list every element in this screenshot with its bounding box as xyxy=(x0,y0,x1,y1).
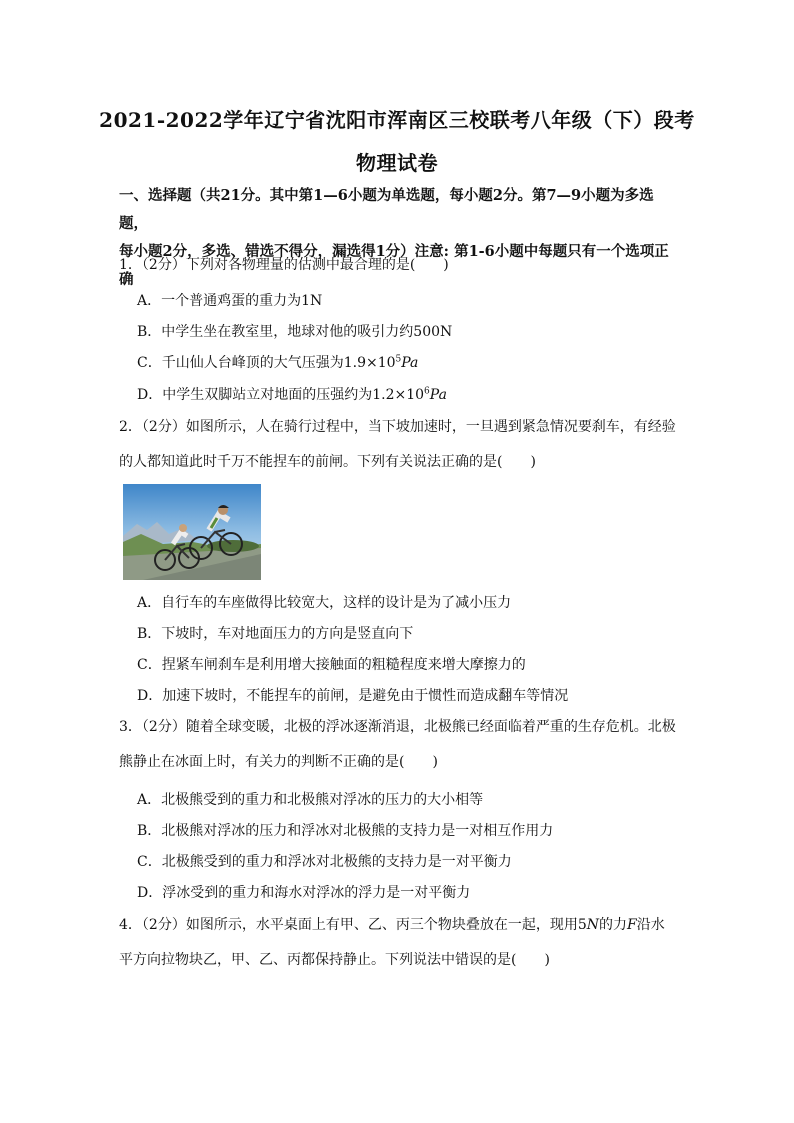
question-1-stem: 1．（2分）下列对各物理量的估测中最合理的是( ) xyxy=(119,257,449,273)
question-2-option-c: C．捏紧车闸刹车是利用增大接触面的粗糙程度来增大摩擦力的 xyxy=(137,657,526,673)
question-4-stem-line1: 4．（2分）如图所示，水平桌面上有甲、乙、丙三个物块叠放在一起，现用5N的力F沿水 xyxy=(119,917,665,933)
section-heading xyxy=(119,182,679,294)
question-1-option-a: A．一个普通鸡蛋的重力为1N xyxy=(137,293,323,309)
question-4-stem-line2: 平方向拉物块乙，甲、乙、丙都保持静止。下列说法中错误的是( ) xyxy=(119,952,550,968)
question-2-stem-line1: 2．（2分）如图所示，人在骑行过程中，当下坡加速时，一旦遇到紧急情况要刹车，有经验 xyxy=(119,419,676,435)
question-3-option-d: D．浮冰受到的重力和海水对浮冰的浮力是一对平衡力 xyxy=(137,885,471,901)
question-1-option-c: C．千山仙人台峰顶的大气压强为$1.9\times 10^5Pa$ xyxy=(137,354,419,371)
question-3-option-c: C．北极熊受到的重力和浮冰对北极熊的支持力是一对平衡力 xyxy=(137,854,512,870)
question-1-option-b: B．中学生坐在教室里，地球对他的吸引力约500N xyxy=(137,324,453,340)
section-heading-line2: 每小题2分，多选、错选不得分，漏选得1分）注意: 第1-6小题中每题只有一个选项正确 xyxy=(119,243,669,288)
question-2-option-b: B．下坡时，车对地面压力的方向是竖直向下 xyxy=(137,626,414,642)
question-1-option-d: D．中学生双脚站立对地面的压强约为$1.2\times 10^6Pa$ xyxy=(137,386,447,403)
question-2-stem-line2: 的人都知道此时千万不能捏车的前闸。下列有关说法正确的是( ) xyxy=(119,454,536,470)
question-3-option-a: A．北极熊受到的重力和北极熊对浮冰的压力的大小相等 xyxy=(137,792,484,808)
question-3-option-b: B．北极熊对浮冰的压力和浮冰对北极熊的支持力是一对相互作用力 xyxy=(137,823,554,839)
exam-subtitle: 物理试卷 xyxy=(356,151,438,175)
exam-title: 2021-2022学年辽宁省沈阳市浑南区三校联考八年级（下）段考 xyxy=(99,108,695,132)
question-3-stem-line2: 熊静止在冰面上时，有关力的判断不正确的是( ) xyxy=(119,754,438,770)
question-3-stem-line1: 3．（2分）随着全球变暖，北极的浮冰逐渐消退，北极熊已经面临着严重的生存危机。北极 xyxy=(119,719,676,735)
cyclists-photo xyxy=(123,484,261,580)
cyclists-image xyxy=(123,484,261,580)
question-2-option-d: D．加速下坡时，不能捏车的前闸，是避免由于惯性而造成翻车等情况 xyxy=(137,688,569,704)
question-2-option-a: A．自行车的车座做得比较宽大，这样的设计是为了减小压力 xyxy=(137,595,512,611)
section-heading-line1: 一、选择题（共21分。其中第1—6小题为单选题，每小题2分。第7—9小题为多选题， xyxy=(119,187,654,232)
